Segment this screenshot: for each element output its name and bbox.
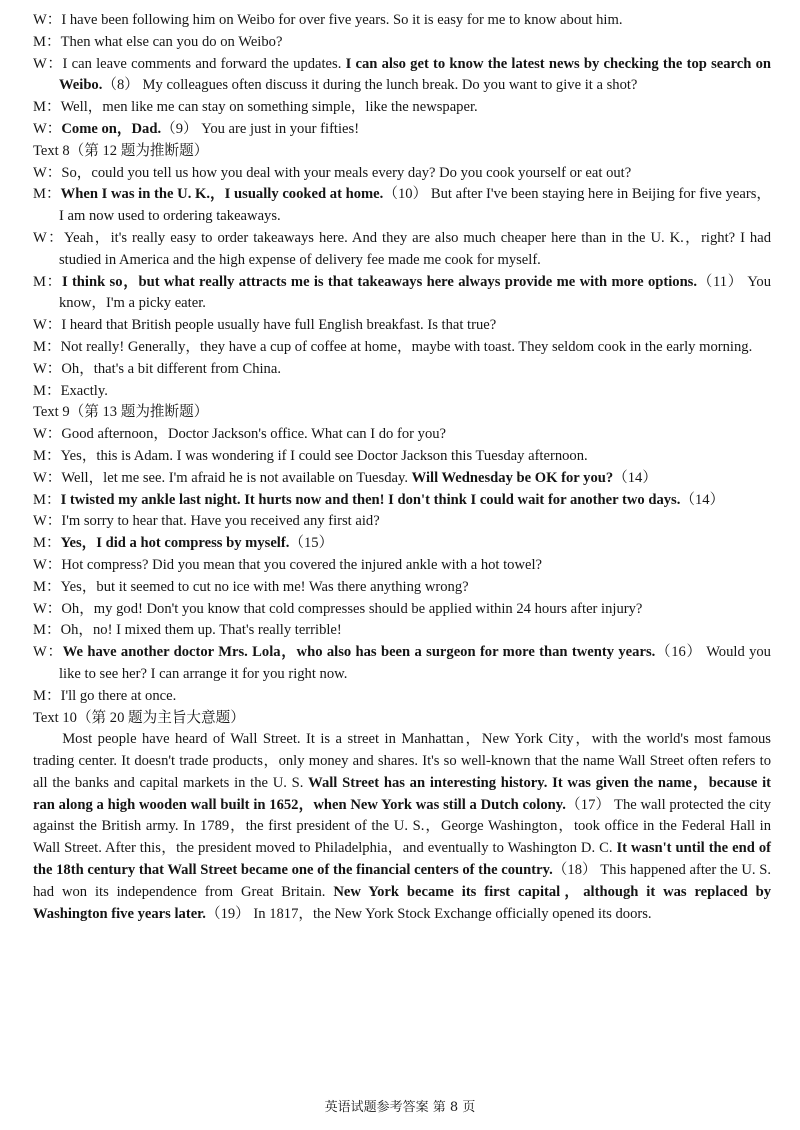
answer-key-text: When I was in the U. K.，I usually cooked at home. <box>60 186 384 203</box>
transcript-text: Oh，no! I mixed them up. That's really terrible! <box>60 622 342 639</box>
speaker-label: M： <box>33 578 61 595</box>
transcript-text: Exactly. <box>60 382 108 399</box>
transcript-text: （14） <box>680 491 725 508</box>
dialogue-line <box>33 359 771 381</box>
transcript-text: I have been following him on Weibo for over five years. So it is easy for me to know about him. <box>61 12 623 28</box>
transcript-text: （17） The wall protected the city against the British army. In 1789，the first president of the U. S.，George Washington，took office in the Federal Hall in Wall Street. After this，the president moved to Philadelphia，and eventually to Washington D. C. <box>33 796 771 857</box>
speaker-label: W： <box>33 426 62 443</box>
transcript-text: Text 9（第 13 题为推断题） <box>33 404 209 421</box>
transcript-text: Hot compress? Did you mean that you covered the injured ankle with a hot towel? <box>61 556 543 573</box>
speaker-label: W： <box>33 644 63 661</box>
speaker-label: W： <box>33 317 62 334</box>
dialogue-line <box>33 533 771 555</box>
section-heading <box>33 402 771 424</box>
transcript-text: Yes，but it seemed to cut no ice with me! Was there anything wrong? <box>60 578 469 595</box>
transcript-text: （14） <box>613 469 657 486</box>
speaker-label: M： <box>33 273 62 290</box>
transcript-text: （19） In 1817，the New York Stock Exchange officially opened its doors. <box>205 905 652 922</box>
dialogue-line <box>33 337 771 359</box>
dialogue-line <box>33 446 771 468</box>
transcript-text: （8） My colleagues often discuss it during the lunch break. Do you want to give it a shot? <box>102 77 638 94</box>
speaker-label: M： <box>33 186 61 203</box>
dialogue-line <box>33 490 771 512</box>
transcript-text: （11） You know，I'm a picky eater. <box>59 273 771 312</box>
speaker-label: M： <box>33 447 61 464</box>
speaker-label: W： <box>33 164 62 181</box>
answer-key-text: Yes，I did a hot compress by myself. <box>60 535 290 552</box>
section-heading <box>33 141 771 163</box>
speaker-label: M： <box>33 687 61 704</box>
answer-key-text: New York became its first capital，although it was replaced by Washington five years later. <box>33 883 771 922</box>
passage-paragraph <box>33 729 771 925</box>
transcript-text: Well，let me see. I'm afraid he is not available on Tuesday. <box>61 469 412 486</box>
dialogue-line <box>33 599 771 621</box>
dialogue-line <box>33 54 771 98</box>
dialogue-line <box>33 555 771 577</box>
answer-key-text: Come on，Dad. <box>61 120 162 137</box>
dialogue-line <box>33 686 771 708</box>
transcript-text: So，could you tell us how you deal with your meals every day? Do you cook yourself or eat out? <box>61 164 632 181</box>
dialogue-line <box>33 163 771 185</box>
transcript-text: Yes，this is Adam. I was wondering if I could see Doctor Jackson this Tuesday afternoon. <box>60 447 588 464</box>
dialogue-line <box>33 620 771 642</box>
speaker-label: M： <box>33 338 61 355</box>
answer-key-text: Will Wednesday be OK for you? <box>411 469 614 486</box>
dialogue-line <box>33 184 771 228</box>
speaker-label: W： <box>33 229 65 246</box>
transcript-text: I'll go there at once. <box>60 687 177 704</box>
speaker-label: W： <box>33 55 63 72</box>
dialogue-line <box>33 315 771 337</box>
dialogue-line <box>33 381 771 403</box>
dialogue-line <box>33 511 771 533</box>
transcript-text: Well，men like me can stay on something simple，like the newspaper. <box>60 99 478 116</box>
speaker-label: W： <box>33 600 62 617</box>
transcript-text: Yeah，it's really easy to order takeaways here. And they are also much cheaper here than in the U. K.，right? I had studied in America and the high expense of delivery fee made me cook for myself. <box>59 229 771 268</box>
speaker-label: M： <box>33 491 61 508</box>
transcript-text: Good afternoon，Doctor Jackson's office. What can I do for you? <box>61 426 447 443</box>
dialogue-line <box>33 10 771 32</box>
dialogue-line <box>33 97 771 119</box>
dialogue-line <box>33 642 771 686</box>
transcript-text: Oh，my god! Don't you know that cold compresses should be applied within 24 hours after injury? <box>61 600 643 617</box>
speaker-label: M： <box>33 33 61 50</box>
speaker-label: M： <box>33 535 61 552</box>
speaker-label: W： <box>33 360 62 377</box>
transcript-text: （18） This happened after the U. S. had won its independence from Great Britain. <box>33 862 772 900</box>
transcript-text: （15） <box>289 535 334 552</box>
dialogue-line <box>33 119 771 141</box>
transcript-text: I can leave comments and forward the updates. <box>62 55 346 72</box>
transcript-text: （16） Would you like to see her? I can arrange it for you right now. <box>59 644 771 682</box>
transcript-text: Text 10（第 20 题为主旨大意题） <box>33 709 245 726</box>
section-heading <box>33 708 771 730</box>
transcript-text: I'm sorry to hear that. Have you received any first aid? <box>61 513 380 530</box>
transcript-text: I heard that British people usually have full English breakfast. Is that true? <box>61 317 497 334</box>
answer-key-text: We have another doctor Mrs. Lola，who also has been a surgeon for more than twenty years. <box>62 644 656 661</box>
transcript-text: Then what else can you do on Weibo? <box>60 33 283 50</box>
answer-key-text: I twisted my ankle last night. It hurts now and then! I don't think I could wait for another two days. <box>60 491 681 508</box>
page-footer: 英语试题参考答案 第 8 页 <box>324 1100 476 1115</box>
answer-key-text: Wall Street has an interesting history. It was given the name，because it ran along a high wooden wall built in 1652，when New York was still a Dutch colony. <box>33 774 771 813</box>
dialogue-line <box>33 228 771 272</box>
speaker-label: W： <box>33 120 62 137</box>
answer-key-text: I think so，but what really attracts me is that takeaways here always provide me with more options. <box>61 273 698 290</box>
dialogue-line <box>33 577 771 599</box>
speaker-label: M： <box>33 99 61 116</box>
speaker-label: M： <box>33 622 61 639</box>
transcript-text: Not really! Generally，they have a cup of coffee at home，maybe with toast. They seldom cook in the early morning. <box>60 338 753 355</box>
speaker-label: M： <box>33 382 61 399</box>
transcript-text: （9） You are just in your fifties! <box>161 120 360 137</box>
dialogue-line <box>33 468 771 490</box>
speaker-label: W： <box>33 12 62 28</box>
answer-key-text: I can also get to know the latest news by checking the top search on Weibo. <box>59 55 771 94</box>
speaker-label: W： <box>33 556 62 573</box>
transcript-text: （10） But after I've been staying here in Beijing for five years，I am now used to ordering takeaways. <box>59 186 771 225</box>
transcript-content <box>33 10 771 925</box>
speaker-label: W： <box>33 513 62 530</box>
transcript-text: Text 8（第 12 题为推断题） <box>33 142 209 159</box>
speaker-label: W： <box>33 469 62 486</box>
dialogue-line <box>33 272 771 316</box>
dialogue-line <box>33 32 771 54</box>
transcript-text: Most people have heard of Wall Street. It is a street in Manhattan，New York City，with the world's most famous trading center. It doesn't trade products，only money and shares. It's so well-known that the name Wall Street often refers to all the banks and capital markets in the U. S. <box>33 731 771 791</box>
dialogue-line <box>33 424 771 446</box>
answer-key-text: It wasn't until the end of the 18th century that Wall Street became one of the financial centers of the country. <box>33 840 771 879</box>
transcript-text: Oh，that's a bit different from China. <box>61 360 281 377</box>
